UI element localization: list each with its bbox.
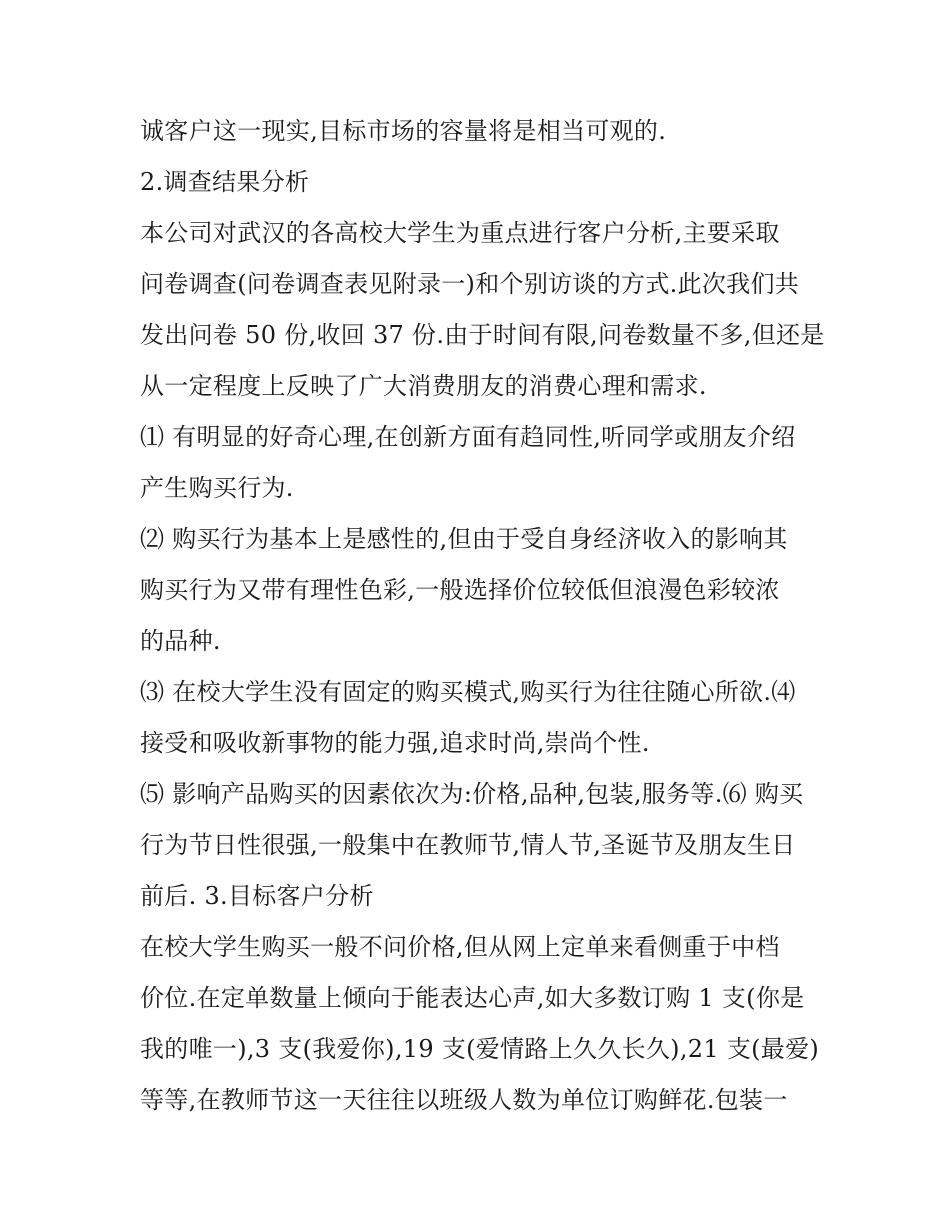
section-heading: 2.调查结果分析 bbox=[140, 168, 310, 196]
text-line: 购买行为又带有理性色彩,一般选择价位较低但浪漫色彩较浓 bbox=[140, 576, 780, 604]
text-line: 我的唯一),3 支(我爱你),19 支(爱情路上久久长久),21 支(最爱) bbox=[140, 1035, 820, 1063]
text-line: 发出问卷 50 份,收回 37 份.由于时间有限,问卷数量不多,但还是 bbox=[140, 321, 825, 349]
text-line: 价位.在定单数量上倾向于能表达心声,如大多数订购 1 支(你是 bbox=[140, 984, 805, 1012]
text-line: 产生购买行为. bbox=[140, 474, 294, 502]
text-line: 在校大学生购买一般不问价格,但从网上定单来看侧重于中档 bbox=[140, 933, 780, 961]
text-line: 诚客户这一现实,目标市场的容量将是相当可观的. bbox=[140, 117, 667, 145]
text-line: 问卷调查(问卷调查表见附录一)和个别访谈的方式.此次我们共 bbox=[140, 270, 800, 298]
text-line: 本公司对武汉的各高校大学生为重点进行客户分析,主要采取 bbox=[140, 219, 780, 247]
list-item-line: ⑶ 在校大学生没有固定的购买模式,购买行为往往随心所欲.⑷ bbox=[140, 678, 796, 706]
text-line: 行为节日性很强,一般集中在教师节,情人节,圣诞节及朋友生日 bbox=[140, 831, 796, 859]
list-item-line: ⑴ 有明显的好奇心理,在创新方面有趋同性,听同学或朋友介绍 bbox=[140, 423, 796, 451]
text-line: 接受和吸收新事物的能力强,追求时尚,崇尚个性. bbox=[140, 729, 650, 757]
list-item-line: ⑵ 购买行为基本上是感性的,但由于受自身经济收入的影响其 bbox=[140, 525, 788, 553]
text-line: 等等,在教师节这一天往往以班级人数为单位订购鲜花.包装一 bbox=[140, 1086, 788, 1114]
section-heading-line: 前后. 3.目标客户分析 bbox=[140, 882, 374, 910]
text-line: 从一定程度上反映了广大消费朋友的消费心理和需求. bbox=[140, 372, 707, 400]
text-line: 的品种. bbox=[140, 627, 221, 655]
document-body bbox=[140, 106, 825, 1126]
list-item-line: ⑸ 影响产品购买的因素依次为:价格,品种,包装,服务等.⑹ 购买 bbox=[140, 780, 804, 808]
